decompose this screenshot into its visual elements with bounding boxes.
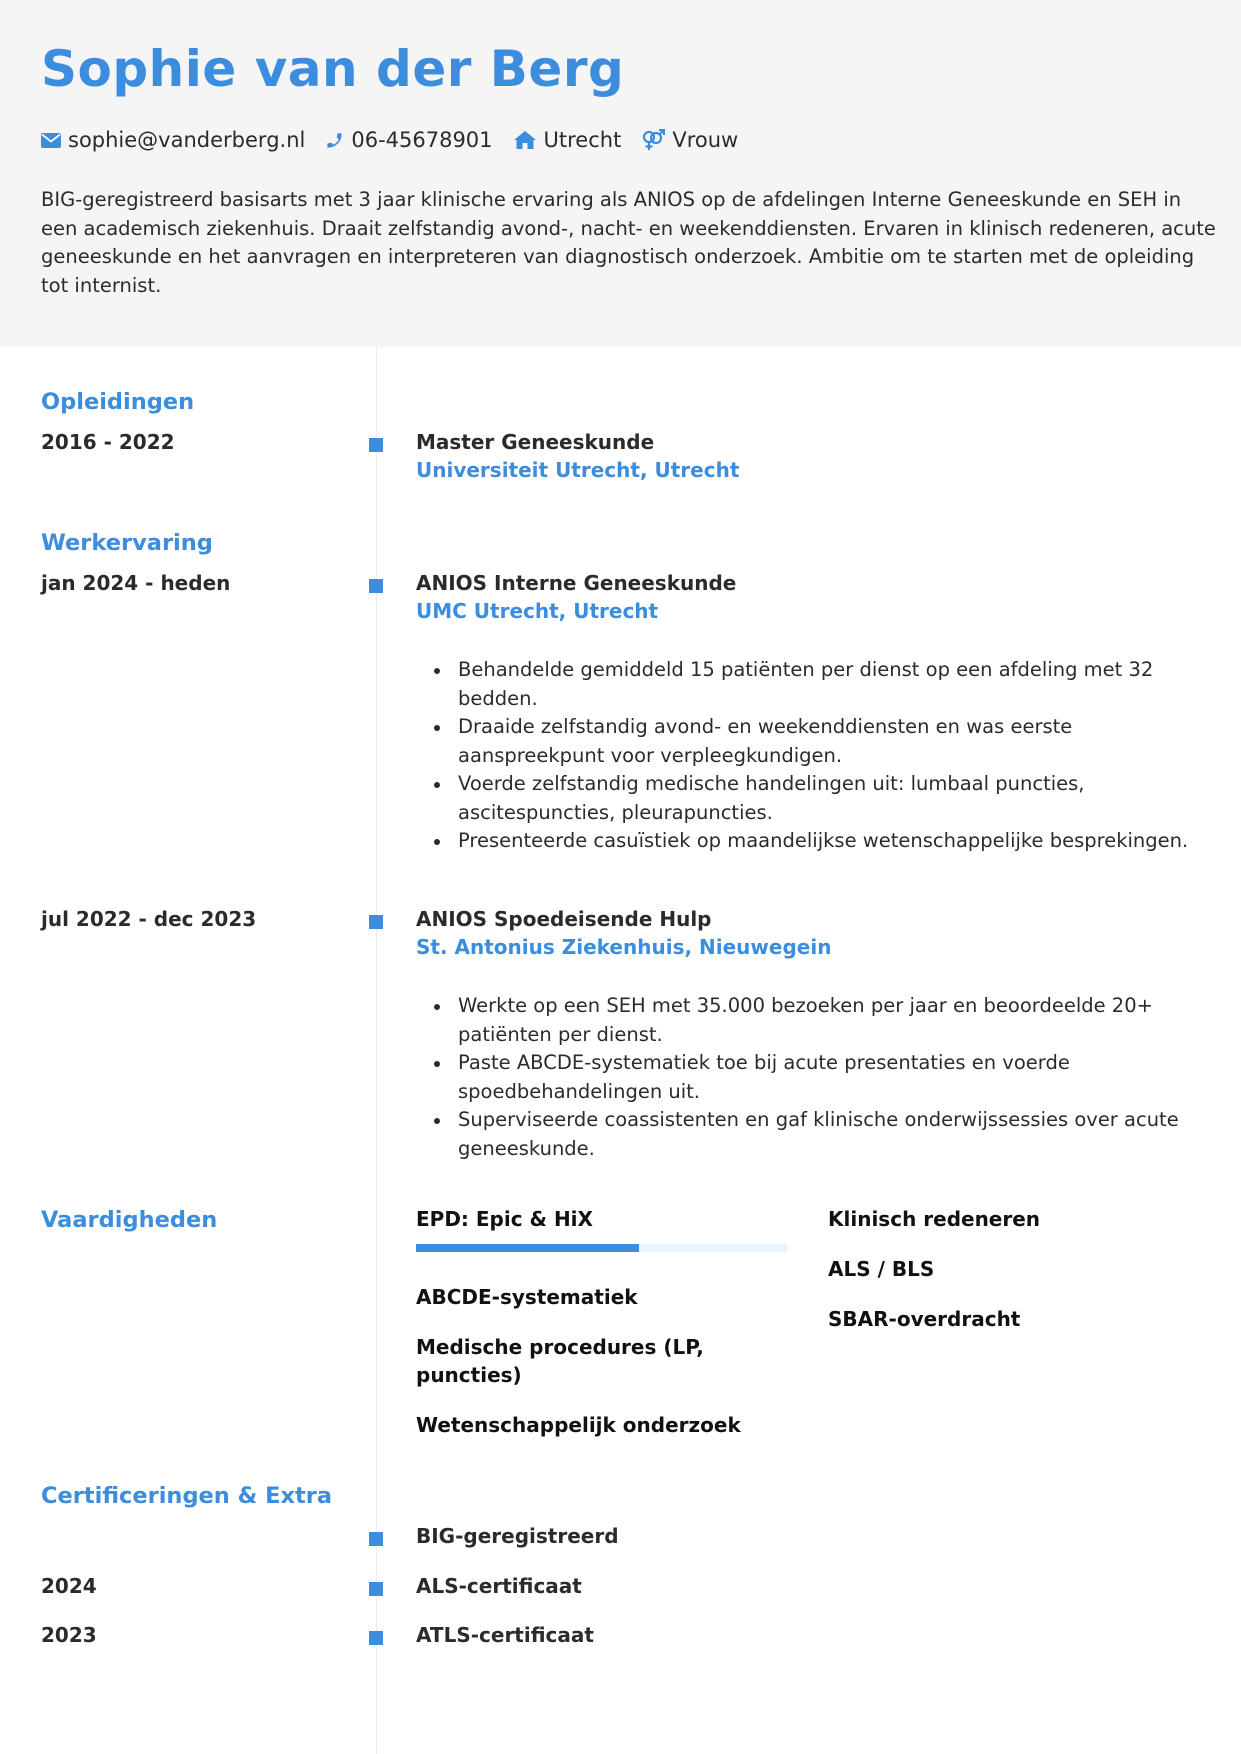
education-date: 2016 - 2022 <box>41 430 175 454</box>
section-title-education: Opleidingen <box>41 389 195 415</box>
home-icon <box>513 130 537 150</box>
list-item: Presenteerde casuïstiek op maandelijkse wetenschappelijke besprekingen. <box>416 827 1206 856</box>
job-title: ANIOS Interne Geneeskunde <box>416 571 737 595</box>
job-employer: St. Antonius Ziekenhuis, Nieuwegein <box>416 935 832 959</box>
candidate-name: Sophie van der Berg <box>41 40 625 98</box>
certification-date: 2023 <box>41 1623 97 1647</box>
experience-date: jul 2022 - dec 2023 <box>41 907 257 931</box>
list-item: Werkte op een SEH met 35.000 bezoeken per jaar en beoordeelde 20+ patiënten per dienst. <box>416 992 1206 1049</box>
skill-level-fill <box>416 1244 639 1252</box>
contact-email[interactable] <box>41 128 305 152</box>
phone-text: 06-45678901 <box>351 128 493 152</box>
section-title-skills: Vaardigheden <box>41 1207 218 1233</box>
skill-item: ABCDE-systematiek <box>416 1285 638 1309</box>
list-item: Paste ABCDE-systematiek toe bij acute presentaties en voerde spoedbehandelingen uit. <box>416 1049 1206 1106</box>
skill-item: Wetenschappelijk onderzoek <box>416 1413 741 1437</box>
certification-title: ATLS-certificaat <box>416 1623 594 1647</box>
skill-item: EPD: Epic & HiX <box>416 1207 593 1231</box>
experience-date: jan 2024 - heden <box>41 571 231 595</box>
skill-item: ALS / BLS <box>828 1257 935 1281</box>
job-bullets <box>416 656 1206 856</box>
skill-item: Medische procedures (LP, puncties) <box>416 1335 704 1387</box>
gender-icon <box>641 129 665 151</box>
contact-row <box>41 128 738 152</box>
list-item: Voerde zelfstandig medische handelingen uit: lumbaal puncties, ascitespuncties, pleurapuncties. <box>416 770 1206 827</box>
certification-title: ALS-certificaat <box>416 1574 582 1598</box>
job-employer: UMC Utrecht, Utrecht <box>416 599 659 623</box>
timeline-marker <box>369 1582 383 1596</box>
list-item: Behandelde gemiddeld 15 patiënten per dienst op een afdeling met 32 bedden. <box>416 656 1206 713</box>
email-text: sophie@vanderberg.nl <box>68 128 306 152</box>
profile-summary: BIG-geregistreerd basisarts met 3 jaar klinische ervaring als ANIOS op de afdelingen Interne Geneeskunde en SEH in een academisch ziekenhuis. Draait zelfstandig avond-, nacht- en weekenddiensten. Ervaren in klinisch redeneren, acute geneeskunde en het aanvragen en interpreteren van diagnostisch onderzoek. Ambitie om te starten met de opleiding tot internist. <box>41 188 1216 297</box>
phone-icon <box>325 131 344 150</box>
envelope-icon <box>41 133 61 148</box>
job-bullets <box>416 992 1206 1163</box>
skill-item: Klinisch redeneren <box>828 1207 1041 1231</box>
education-degree: Master Geneeskunde <box>416 430 655 454</box>
skill-level-bar <box>416 1244 787 1252</box>
section-title-experience: Werkervaring <box>41 530 213 556</box>
contact-city <box>513 128 622 152</box>
contact-gender <box>641 128 738 152</box>
list-item: Superviseerde coassistenten en gaf klinische onderwijssessies over acute geneeskunde. <box>416 1106 1206 1163</box>
timeline-marker <box>369 915 383 929</box>
header <box>0 0 1241 347</box>
certification-title: BIG-geregistreerd <box>416 1524 619 1548</box>
city-text: Utrecht <box>543 128 622 152</box>
job-title: ANIOS Spoedeisende Hulp <box>416 907 712 931</box>
gender-text: Vrouw <box>672 128 739 152</box>
certification-date: 2024 <box>41 1574 97 1598</box>
timeline-marker <box>369 1532 383 1546</box>
section-title-certifications: Certificeringen & Extra <box>41 1483 333 1509</box>
timeline-marker <box>369 1631 383 1645</box>
list-item: Draaide zelfstandig avond- en weekenddiensten en was eerste aanspreekpunt voor verpleegkundigen. <box>416 713 1206 770</box>
skill-item: SBAR-overdracht <box>828 1307 1021 1331</box>
education-institution: Universiteit Utrecht, Utrecht <box>416 458 740 482</box>
contact-phone[interactable] <box>325 128 492 152</box>
timeline-marker <box>369 438 383 452</box>
timeline-marker <box>369 579 383 593</box>
